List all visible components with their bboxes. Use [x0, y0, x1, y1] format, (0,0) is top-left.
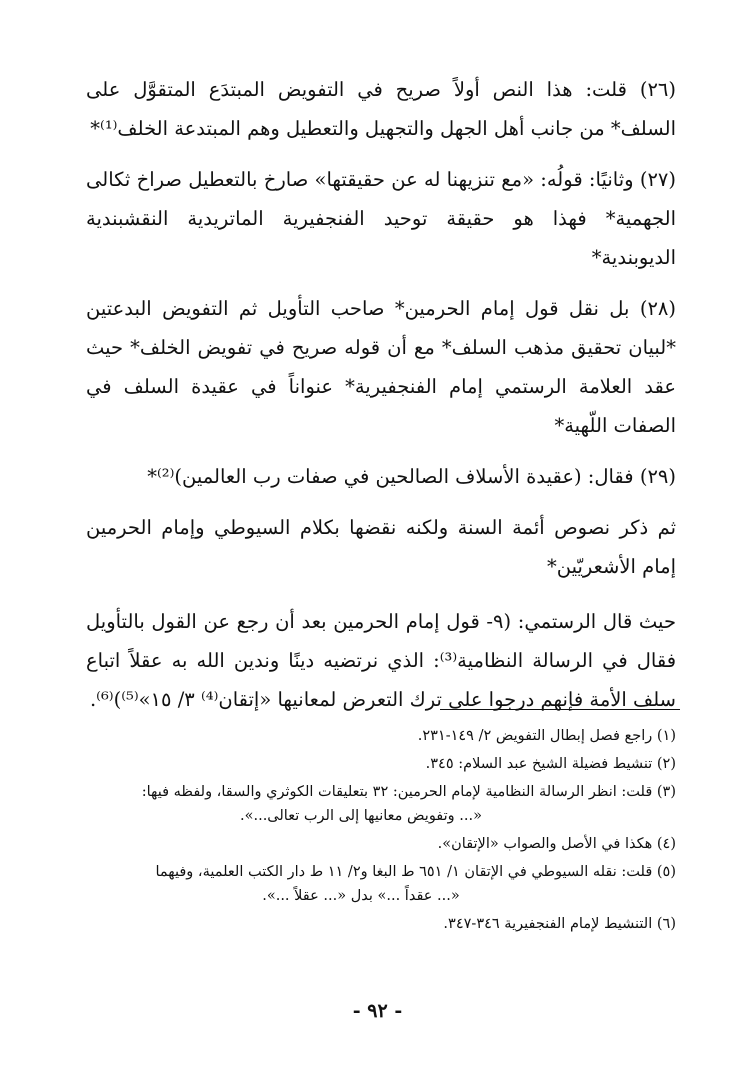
paragraph-26: (٢٦) قلت: هذا النص أولاً صريح في التفويض المبتدَع المتقوَّل على السلف* من جانب أهل الجهل والتجهيل والتعطيل وهم المبتدعة الخلف⁽¹⁾*: [86, 78, 676, 140]
paragraph-continuation: ثم ذكر نصوص أئمة السنة ولكنه نقضها بكلام السيوطي وإمام الحرمين إمام الأشعريّين*: [86, 516, 676, 578]
footnote-3-continuation: «... وتفويض معانيها إلى الرب تعالى...».: [240, 808, 482, 824]
footnote-4: (٤) هكذا في الأصل والصواب «الإتقان».: [437, 836, 676, 852]
main-text: [86, 70, 676, 731]
page-number: - ٩٢ -: [352, 1000, 403, 1022]
paragraph-29: (٢٩) فقال: (عقيدة الأسلاف الصالحين في صفات رب العالمين)⁽²⁾*: [147, 465, 676, 488]
paragraph-28: (٢٨) بل نقل قول إمام الحرمين* صاحب التأويل ثم التفويض البدعتين *لبيان تحقيق مذهب السلف* مع أن قوله صريح في تفويض الخلف* حيث عقد العلامة الرستمي إمام الفنجفيرية* عنواناً في عقيدة السلف في الصفات اللّهية*: [86, 297, 676, 437]
footnote-1: (١) راجع فصل إبطال التفويض ٢/ ١٤٩-٢٣١.: [417, 728, 676, 744]
footnote-2: (٢) تنشيط فضيلة الشيخ عبد السلام: ٣٤٥.: [425, 756, 676, 772]
footnotes: [86, 724, 676, 940]
paragraph-27: (٢٧) وثانيًا: قولُه: «مع تنزيهنا له عن حقيقتها» صارخ بالتعطيل صراخ ثكالى الجهمية* فهذا هو حقيقة توحيد الفنجفيرية الماتريدية النقشبندية الديوبندية*: [86, 168, 676, 269]
footnote-6: (٦) التنشيط لإمام الفنجفيرية ٣٤٦-٣٤٧.: [443, 916, 676, 932]
footnote-5-continuation: «... عقداً ...» بدل «... عقلاً ...».: [262, 888, 460, 904]
footnote-5: (٥) قلت: نقله السيوطي في الإتقان ١/ ٦٥١ ط البغا و٢/ ١١ ط دار الكتب العلمية، وفيهما: [155, 864, 676, 880]
footnote-separator: [440, 709, 680, 710]
footnote-3: (٣) قلت: انظر الرسالة النظامية لإمام الحرمين: ٣٢ بتعليقات الكوثري والسقا، ولفظه فيها:: [141, 784, 676, 800]
paragraph-quote: حيث قال الرستمي: (٩- قول إمام الحرمين بعد أن رجع عن القول بالتأويل فقال في الرسالة النظامية⁽³⁾: الذي نرتضيه دينًا وندين الله به عقلاً اتباع سلف الأمة فإنهم درجوا على ترك التعرض لمعانيها «إتقان⁽⁴⁾ ٣/ ١٥»⁽⁵⁾)⁽⁶⁾.: [86, 610, 677, 711]
